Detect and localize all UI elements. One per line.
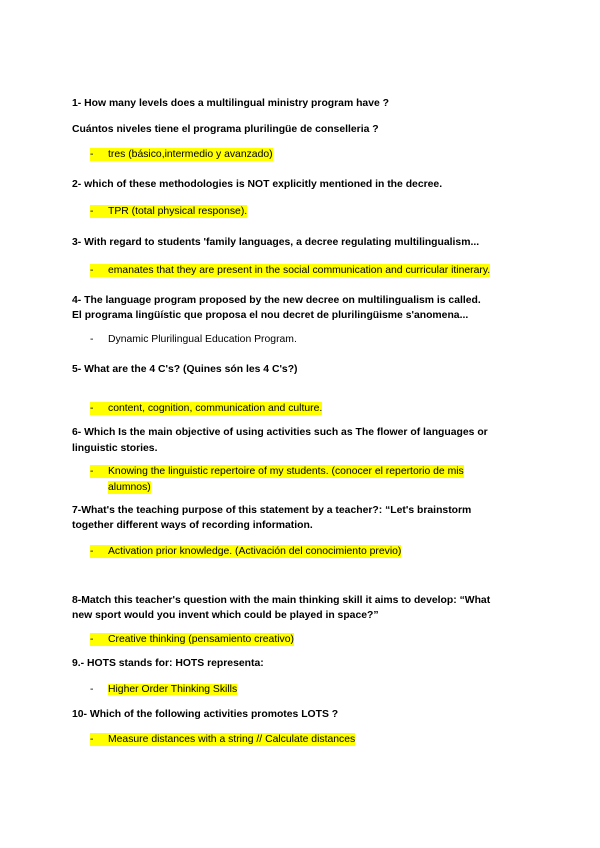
question-8-line-2: new sport would you invent which could be played in space?” — [72, 610, 379, 621]
question-3-line-1: 3- With regard to students 'family languages, a decree regulating multilingualism... — [72, 237, 480, 248]
answer-4-text: Dynamic Plurilingual Education Program. — [108, 334, 297, 345]
answer-6 — [90, 465, 464, 478]
answer-7 — [90, 545, 401, 558]
bullet-dash: - — [90, 546, 94, 557]
bullet-dash: - — [90, 265, 94, 276]
bullet-dash: - — [90, 684, 94, 695]
bullet-dash: - — [90, 734, 94, 745]
question-4-line-1: 4- The language program proposed by the new decree on multilingualism is called. — [72, 295, 481, 306]
answer-2 — [90, 205, 247, 218]
answer-10 — [90, 733, 355, 746]
question-6-line-1: 6- Which Is the main objective of using activities such as The flower of languages or — [72, 427, 488, 438]
question-10-line-1: 10- Which of the following activities promotes LOTS ? — [72, 709, 339, 720]
answer-3 — [90, 264, 490, 277]
answer-9 — [90, 683, 237, 696]
question-7-line-2: together different ways of recording information. — [72, 520, 313, 531]
answer-1-text: tres (básico,intermedio y avanzado) — [108, 149, 273, 160]
question-5-line-1: 5- What are the 4 C's? (Quines són les 4 C's?) — [72, 364, 298, 375]
answer-4 — [90, 333, 297, 346]
answer-5-text: content, cognition, communication and culture. — [108, 403, 323, 414]
question-6-line-2: linguistic stories. — [72, 443, 158, 454]
bullet-dash: - — [90, 634, 94, 645]
answer-1 — [90, 148, 273, 161]
answer-6-text: Knowing the linguistic repertoire of my students. (conocer el repertorio de mis — [108, 466, 464, 477]
answer-9-text: Higher Order Thinking Skills — [108, 684, 238, 695]
question-7-line-1: 7-What's the teaching purpose of this statement by a teacher?: “Let's brainstorm — [72, 505, 472, 516]
question-1-line-1: 1- How many levels does a multilingual ministry program have ? — [72, 98, 390, 109]
answer-3-text: emanates that they are present in the social communication and curricular itinerary. — [108, 265, 491, 276]
question-4-line-2: El programa lingüístic que proposa el nou decret de plurilingüisme s'anomena... — [72, 310, 469, 321]
answer-2-text: TPR (total physical response). — [108, 206, 248, 217]
answer-5 — [90, 402, 322, 415]
answer-7-text: Activation prior knowledge. (Activación del conocimiento previo) — [108, 546, 402, 557]
bullet-dash: - — [90, 403, 94, 414]
question-1-line-2: Cuántos niveles tiene el programa plurilingüe de conselleria ? — [72, 124, 379, 135]
answer-8 — [90, 633, 294, 646]
question-2-line-1: 2- which of these methodologies is NOT explicitly mentioned in the decree. — [72, 179, 443, 190]
bullet-dash: - — [90, 334, 94, 345]
answer-10-text: Measure distances with a string // Calculate distances — [108, 734, 356, 745]
question-8-line-1: 8-Match this teacher's question with the main thinking skill it aims to develop: “What — [72, 595, 491, 606]
bullet-dash: - — [90, 149, 94, 160]
bullet-dash: - — [90, 206, 94, 217]
answer-8-text: Creative thinking (pensamiento creativo) — [108, 634, 294, 645]
bullet-dash: - — [90, 466, 94, 477]
answer-6-continuation: alumnos) — [108, 482, 151, 493]
question-9-line-1: 9.- HOTS stands for: HOTS representa: — [72, 658, 264, 669]
